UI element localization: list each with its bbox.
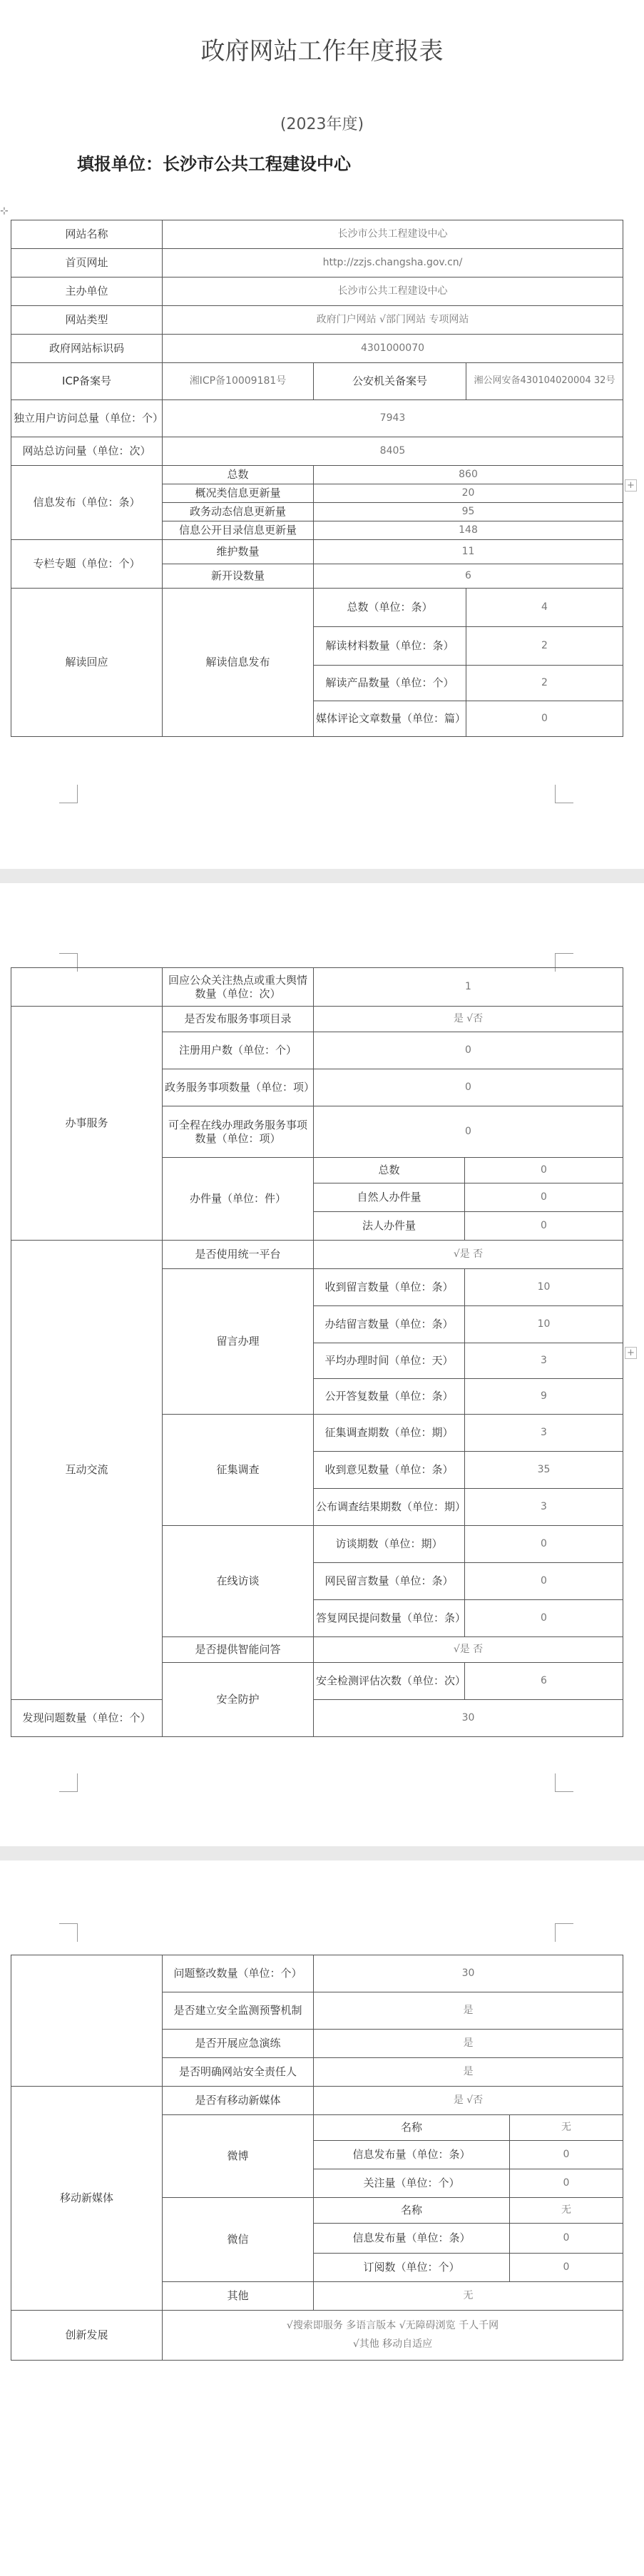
- interview-answers-value: 0: [465, 1600, 623, 1637]
- site-code-label: 政府网站标识码: [11, 335, 163, 363]
- service-users-value: 0: [314, 1032, 623, 1069]
- hot-response-label: 回应公众关注热点或重大舆情数量（单位：次）: [163, 968, 314, 1007]
- security-fixed-label: 问题整改数量（单位：个）: [163, 1955, 314, 1992]
- crop-mark: [555, 785, 573, 803]
- wechat-subs-label: 订阅数（单位：个）: [314, 2254, 510, 2282]
- msg-handling-label: 留言办理: [163, 1269, 314, 1415]
- security-label: 安全防护: [163, 1663, 314, 1737]
- table-row: [11, 363, 623, 400]
- table-row: [11, 2087, 623, 2115]
- reporting-unit: [77, 150, 351, 175]
- info-catalog-value: 148: [314, 521, 623, 540]
- drill-label: 是否开展应急演练: [163, 2030, 314, 2058]
- hot-response-value: 1: [314, 968, 623, 1007]
- page-title: 政府网站工作年度报表: [200, 37, 444, 66]
- table-row: [11, 220, 623, 249]
- weibo-follow-value: 0: [510, 2169, 623, 2198]
- mobile-other-value: 无: [314, 2282, 623, 2311]
- smart-qa-label: 是否提供智能问答: [163, 1637, 314, 1663]
- page-separator: [0, 1846, 644, 1860]
- info-overview-label: 概况类信息更新量: [163, 484, 314, 503]
- reporting-unit-value: 长沙市公共工程建设中心: [163, 154, 351, 174]
- handled-total-value: 0: [465, 1158, 623, 1183]
- table-row: [11, 437, 623, 466]
- weibo-label: 微博: [163, 2115, 314, 2198]
- innovation-value: [163, 2311, 623, 2361]
- table-row: [11, 1007, 623, 1032]
- survey-count-label: 征集调查期数（单位：期）: [314, 1415, 465, 1452]
- interview-count-value: 0: [465, 1526, 623, 1563]
- uv-label: 独立用户访问总量（单位：个）: [11, 400, 163, 437]
- site-type-label: 网站类型: [11, 306, 163, 335]
- interview-msgs-value: 0: [465, 1563, 623, 1600]
- survey-label: 征集调查: [163, 1415, 314, 1526]
- icp-label: ICP备案号: [11, 363, 163, 400]
- expand-icon[interactable]: +: [625, 479, 637, 492]
- table-row: [11, 249, 623, 278]
- interpret-material-value: 2: [466, 627, 623, 666]
- table-row: [11, 1955, 623, 1992]
- report-table-part-2: [11, 967, 623, 1737]
- msg-received-label: 收到留言数量（单位：条）: [314, 1269, 465, 1306]
- interpret-label: 解读回应: [11, 589, 163, 737]
- service-items-value: 0: [314, 1069, 623, 1106]
- report-page-1: [0, 0, 644, 869]
- crop-mark: [555, 1773, 573, 1792]
- info-total-value: 860: [314, 466, 623, 484]
- wechat-label: 微信: [163, 2198, 314, 2282]
- table-row: [11, 278, 623, 306]
- police-record-label: 公安机关备案号: [314, 363, 466, 400]
- handled-total-label: 总数: [314, 1158, 465, 1183]
- info-publish-label: 信息发布（单位：条）: [11, 466, 163, 540]
- interview-answers-label: 答复网民提问数量（单位：条）: [314, 1600, 465, 1637]
- blank-cell: [11, 968, 163, 1007]
- table-row: [11, 1700, 623, 1737]
- msg-done-value: 10: [465, 1306, 623, 1343]
- interpret-sub-label: 解读信息发布: [163, 589, 314, 737]
- handled-label: 办件量（单位：件）: [163, 1158, 314, 1241]
- crop-mark: [59, 1923, 78, 1942]
- wechat-subs-value: 0: [510, 2254, 623, 2282]
- site-code-value: 4301000070: [163, 335, 623, 363]
- security-eval-value: 6: [465, 1663, 623, 1700]
- interpret-material-label: 解读材料数量（单位：条）: [314, 627, 466, 666]
- mobile-has-label: 是否有移动新媒体: [163, 2087, 314, 2115]
- special-maintain-value: 11: [314, 540, 623, 564]
- interpret-media-label: 媒体评论文章数量（单位：篇）: [314, 701, 466, 737]
- table-row: [11, 1241, 623, 1269]
- table-row: [11, 2311, 623, 2361]
- police-record-value: 湘公网安备430104020004 32号: [466, 363, 623, 400]
- sponsor-label: 主办单位: [11, 278, 163, 306]
- info-total-label: 总数: [163, 466, 314, 484]
- wechat-name-label: 名称: [314, 2198, 510, 2224]
- innovation-line-1: √搜索即服务 多语言版本 √无障碍浏览 千人千网: [286, 2320, 499, 2331]
- table-row: [11, 335, 623, 363]
- site-name-label: 网站名称: [11, 220, 163, 249]
- interpret-total-value: 4: [466, 589, 623, 627]
- survey-opinions-value: 35: [465, 1452, 623, 1489]
- reporting-unit-label: 填报单位：: [77, 154, 163, 174]
- info-catalog-label: 信息公开目录信息更新量: [163, 521, 314, 540]
- special-label: 专栏专题（单位：个）: [11, 540, 163, 589]
- mobile-has-value: 是 √否: [314, 2087, 623, 2115]
- security-found-label: 发现问题数量（单位：个）: [11, 1700, 163, 1737]
- site-type-value: 政府门户网站 √部门网站 专项网站: [163, 306, 623, 335]
- expand-icon[interactable]: +: [625, 1347, 637, 1359]
- msg-received-value: 10: [465, 1269, 623, 1306]
- interaction-label: 互动交流: [11, 1241, 163, 1700]
- report-year: (2023年度): [280, 116, 364, 133]
- service-items-label: 政务服务事项数量（单位：项）: [163, 1069, 314, 1106]
- handled-legal-label: 法人办件量: [314, 1212, 465, 1241]
- survey-opinions-label: 收到意见数量（单位：条）: [314, 1452, 465, 1489]
- owner-label: 是否明确网站安全责任人: [163, 2058, 314, 2087]
- interview-count-label: 访谈期数（单位：期）: [314, 1526, 465, 1563]
- report-table-part-3: [11, 1955, 623, 2361]
- handled-legal-value: 0: [465, 1212, 623, 1241]
- table-row: [11, 400, 623, 437]
- table-row: [11, 306, 623, 335]
- info-dynamic-value: 95: [314, 503, 623, 521]
- report-page-3: [0, 1860, 644, 2576]
- interpret-product-label: 解读产品数量（单位：个）: [314, 666, 466, 701]
- special-new-value: 6: [314, 564, 623, 589]
- table-row: [11, 589, 623, 627]
- online-interview-label: 在线访谈: [163, 1526, 314, 1637]
- sponsor-value: 长沙市公共工程建设中心: [163, 278, 623, 306]
- msg-days-value: 3: [465, 1343, 623, 1379]
- page-separator: [0, 869, 644, 883]
- weibo-name-value: 无: [510, 2115, 623, 2141]
- info-dynamic-label: 政务动态信息更新量: [163, 503, 314, 521]
- innovation-label: 创新发展: [11, 2311, 163, 2361]
- innovation-line-2: √其他 移动自适应: [352, 2338, 433, 2350]
- handled-natural-label: 自然人办件量: [314, 1183, 465, 1212]
- mobile-label: 移动新媒体: [11, 2087, 163, 2311]
- security-eval-label: 安全检测评估次数（单位：次）: [314, 1663, 465, 1700]
- report-page-2: [0, 883, 644, 1846]
- home-url-value[interactable]: http://zzjs.changsha.gov.cn/: [163, 249, 623, 278]
- service-online-label: 可全程在线办理政务服务事项数量（单位：项）: [163, 1106, 314, 1158]
- service-online-value: 0: [314, 1106, 623, 1158]
- drill-value: 是: [314, 2030, 623, 2058]
- weibo-name-label: 名称: [314, 2115, 510, 2141]
- site-name-value: 长沙市公共工程建设中心: [163, 220, 623, 249]
- interview-msgs-label: 网民留言数量（单位：条）: [314, 1563, 465, 1600]
- service-catalog-value: 是 √否: [314, 1007, 623, 1032]
- crop-mark: [59, 1773, 78, 1792]
- pv-label: 网站总访问量（单位：次）: [11, 437, 163, 466]
- weibo-follow-label: 关注量（单位：个）: [314, 2169, 510, 2198]
- owner-value: 是: [314, 2058, 623, 2087]
- info-overview-value: 20: [314, 484, 623, 503]
- uv-value: 7943: [163, 400, 623, 437]
- table-row: [11, 466, 623, 484]
- security-found-value: 30: [314, 1700, 623, 1737]
- security-fixed-value: 30: [314, 1955, 623, 1992]
- crop-mark: [555, 1923, 573, 1942]
- pv-value: 8405: [163, 437, 623, 466]
- wechat-posts-label: 信息发布量（单位：条）: [314, 2224, 510, 2254]
- msg-days-label: 平均办理时间（单位：天）: [314, 1343, 465, 1379]
- survey-results-label: 公布调查结果期数（单位：期）: [314, 1489, 465, 1526]
- weibo-posts-value: 0: [510, 2141, 623, 2169]
- table-anchor-icon[interactable]: ⊹: [0, 205, 9, 217]
- msg-public-value: 9: [465, 1379, 623, 1415]
- interpret-total-label: 总数（单位：条）: [314, 589, 466, 627]
- platform-label: 是否使用统一平台: [163, 1241, 314, 1269]
- service-catalog-label: 是否发布服务事项目录: [163, 1007, 314, 1032]
- interpret-product-value: 2: [466, 666, 623, 701]
- home-url-label: 首页网址: [11, 249, 163, 278]
- warning-value: 是: [314, 1992, 623, 2030]
- table-row: [11, 540, 623, 564]
- platform-value: √是 否: [314, 1241, 623, 1269]
- wechat-posts-value: 0: [510, 2224, 623, 2254]
- report-table-part-1: [11, 220, 623, 737]
- blank-cell: [11, 1955, 163, 2087]
- icp-value: 湘ICP备10009181号: [163, 363, 314, 400]
- smart-qa-value: √是 否: [314, 1637, 623, 1663]
- msg-done-label: 办结留言数量（单位：条）: [314, 1306, 465, 1343]
- crop-mark: [59, 785, 78, 803]
- wechat-name-value: 无: [510, 2198, 623, 2224]
- weibo-posts-label: 信息发布量（单位：条）: [314, 2141, 510, 2169]
- service-users-label: 注册用户数（单位：个）: [163, 1032, 314, 1069]
- handled-natural-value: 0: [465, 1183, 623, 1212]
- interpret-media-value: 0: [466, 701, 623, 737]
- services-label: 办事服务: [11, 1007, 163, 1241]
- mobile-other-label: 其他: [163, 2282, 314, 2311]
- survey-results-value: 3: [465, 1489, 623, 1526]
- special-new-label: 新开设数量: [163, 564, 314, 589]
- survey-count-value: 3: [465, 1415, 623, 1452]
- warning-label: 是否建立安全监测预警机制: [163, 1992, 314, 2030]
- special-maintain-label: 维护数量: [163, 540, 314, 564]
- table-row: [11, 968, 623, 1007]
- msg-public-label: 公开答复数量（单位：条）: [314, 1379, 465, 1415]
